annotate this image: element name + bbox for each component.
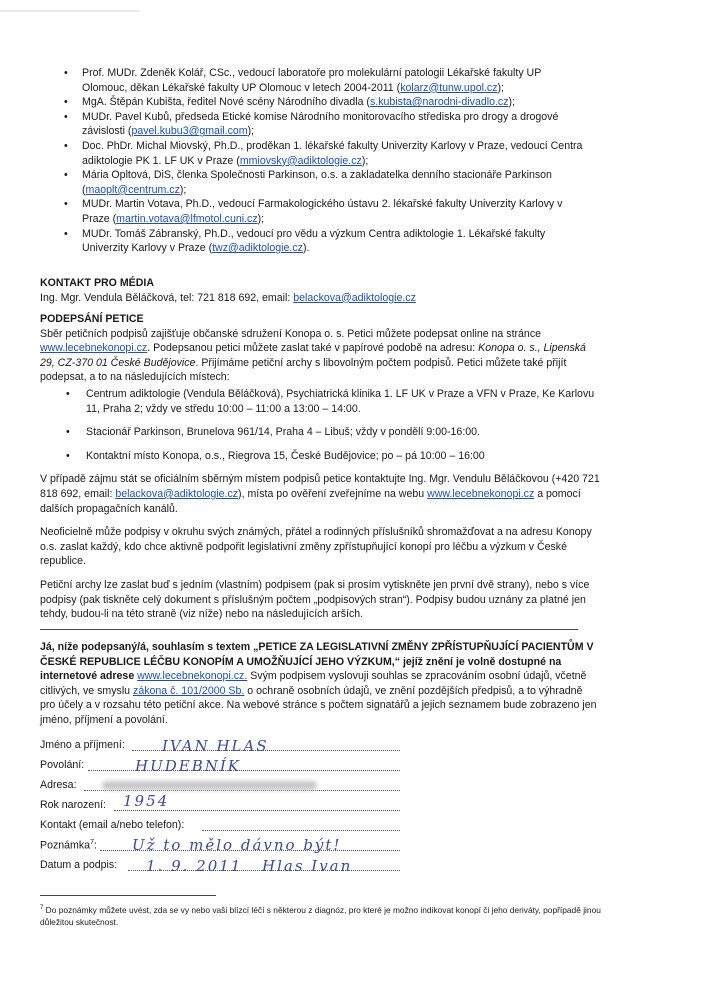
section-divider bbox=[40, 629, 578, 630]
email-link[interactable]: pavel.kubu3@gmail.com bbox=[131, 125, 248, 138]
name-label: Jméno a příjmení: bbox=[40, 739, 125, 752]
contact-label: Kontakt (email a/nebo telefon): bbox=[40, 819, 185, 832]
consent-declaration: Já, níže podepsaný/á, souhlasím s textem „PETICE ZA LEGISLATIVNÍ ZMĚNY ZPŘÍSTUPŇUJÍCÍ PACIENTŮM V ČESKÉ REPUBLICE LÉČBU KONOPÍM A UMOŽŇUJÍCÍ JEHO VÝZKUM,“ jejíž znění je volně dostupné na internetové adrese www.lecebnekonopi.cz. Svým podpisem vyslovuji souhlas se zpracováním osobní údajů, včetně citlivých, ve smyslu zákona č. 101/2000 Sb. o ochraně osobních údajů, ve znění pozdějších předpisů, a to výhradně pro účely a v rozsahu této petiční akce. Na webové stránce s počtem signatářů a jejich seznamem bude zobrazeno jen jméno, příjmení a povolání. bbox=[40, 641, 597, 726]
website-link[interactable]: www.lecebnekonopi.cz. bbox=[137, 670, 248, 683]
email-link[interactable]: twz@adiktologie.cz bbox=[212, 242, 303, 255]
job-row bbox=[40, 755, 600, 775]
media-heading: KONTAKT PRO MÉDIA bbox=[40, 277, 154, 289]
signing-places-list bbox=[40, 387, 600, 463]
footnote-number: 7 bbox=[40, 905, 44, 911]
list-item: • MgA. Štěpán Kubišta, ředitel Nové scény Národního divadla (s.kubista@narodni-divadlo.cz); bbox=[64, 95, 584, 110]
signing-paragraph-2: V případě zájmu stát se oficiálním sběrným místem podpisů petice kontaktujte Ing. Mgr. Vendulu Běláčkovou (+420 721 818 692, email: belackova@adiktologie.cz), místa po ověření zveřejníme na webu www.lecebnekonopi.cz a pomocí dalších propagačních kanálů. bbox=[40, 473, 600, 515]
note-field[interactable]: Už to mělo dávno být! bbox=[132, 836, 342, 855]
law-link[interactable]: zákona č. 101/2000 Sb. bbox=[133, 684, 245, 697]
list-item: • Prof. MUDr. Zdeněk Kolář, CSc., vedoucí laboratoře pro molekulární patologii Lékařské fakulty UP Olomouc, děkan Lékařské fakulty UP Olomouc v letech 2004-2011 (kolarz@tunw.upol.cz); bbox=[64, 66, 584, 95]
list-item: • Centrum adiktologie (Vendula Běláčková), Psychiatrická klinika 1. LF UK v Praze a VFN v Praze, Ke Karlovu 11, Praha 2; vždy ve středu 10:00 – 11:00 a 13:00 – 14:00. bbox=[40, 387, 600, 416]
website-link[interactable]: www.lecebnekonopi.cz bbox=[40, 342, 148, 355]
date-label: Datum a podpis: bbox=[40, 859, 118, 872]
job-field[interactable]: HUDEBNÍK bbox=[135, 757, 241, 776]
signing-paragraph-1: Sběr petičních podpisů zajišťuje občanské sdružení Konopa o. s. Petici můžete podepsat online na stránce www.lecebnekonopi.cz. Podepsanou petici můžete zaslat také v papírové podobě na adresu: Konopa o. s., Lipenská 29, CZ-370 01 České Budějovice. Přijímáme petiční archy s libovolným počtem podpisů. Petici můžete také přijít podepsat, a to na následujících místech: bbox=[40, 327, 586, 384]
list-item: • MUDr. Pavel Kubů, předseda Etické komise Národního monitorovacího střediska pro drogy a drogové závislosti (pavel.kubu3@gmail.com); bbox=[64, 110, 584, 139]
footnote: $^7$ Do poznámky můžete uvést, zda se vy nebo vaši blízcí léčí s některou z diagnóz, pro které je možno indikovat konopí či jeho deriváty, popřípadě jinou důležitou skutečnost. bbox=[40, 904, 601, 927]
address-label: Adresa: bbox=[40, 779, 77, 792]
list-item: • Stacionář Parkinson, Brunelova 961/14, Praha 4 – Libuš; vždy v pondělí 9:00-16:00. bbox=[40, 425, 600, 440]
job-label: Povolání: bbox=[40, 759, 85, 772]
footnote-divider bbox=[40, 895, 216, 896]
email-link[interactable]: mmiovsky@adiktologie.cz bbox=[239, 154, 362, 167]
media-contact-section bbox=[40, 276, 600, 305]
postal-address: Konopa o. s., Lipenská 29, CZ-370 01 České Budějovice bbox=[40, 342, 586, 369]
list-item: • MUDr. Martin Votava, Ph.D., vedoucí Farmakologického ústavu 2. lékařské fakulty Univerzity Karlovy v Praze (martin.votava@lfmotol.cuni.cz); bbox=[64, 197, 584, 226]
signature-form bbox=[40, 735, 600, 875]
media-contact-text: Ing. Mgr. Vendula Běláčková, tel: 721 818 692, email: belackova@adiktologie.cz bbox=[40, 291, 416, 304]
name-field[interactable]: IVAN HLAS bbox=[162, 737, 269, 756]
signing-paragraph-3: Neoficielně může podpisy v okruhu svých známých, přátel a rodinných příslušníků shromažďovat a na adresu Konopy o.s. zaslat každý, kdo chce aktivně podpořit legislativní změny zpřístupňující konopí pro léčbu a výzkum v České republice. bbox=[40, 526, 592, 568]
signing-section bbox=[40, 312, 600, 622]
email-link[interactable]: belackova@adiktologie.cz bbox=[115, 487, 239, 500]
date-row bbox=[40, 855, 600, 875]
list-item: • Doc. PhDr. Michal Miovský, Ph.D., proděkan 1. lékařské fakulty Univerzity Karlovy v Praze, vedoucí Centra adiktologie PK 1. LF UK v Praze (mmiovsky@adiktologie.cz); bbox=[64, 139, 584, 168]
footnote-marker: 7 bbox=[90, 838, 94, 846]
list-item: • Kontaktní místo Konopa, o.s., Riegrova 15, České Budějovice; po – pá 10:00 – 16:00 bbox=[40, 449, 600, 464]
signature[interactable]: Hlas Ivan bbox=[262, 857, 353, 876]
birth-year-label: Rok narození: bbox=[40, 799, 106, 812]
signing-heading: PODEPSÁNÍ PETICE bbox=[40, 313, 144, 325]
supporters-list bbox=[64, 66, 584, 256]
birth-year-row bbox=[40, 792, 600, 815]
name-row bbox=[40, 735, 600, 755]
email-link[interactable]: kolarz@tunw.upol.cz bbox=[400, 81, 498, 94]
list-item: • MUDr. Tomáš Zábranský, Ph.D., vedoucí pro vědu a výzkum Centra adiktologie 1. Lékařské fakulty Univerzity Karlovy v Praze (twz@adiktologie.cz). bbox=[64, 227, 584, 256]
signing-paragraph-4: Petiční archy lze zaslat buď s jedním (vlastním) podpisem (pak si prosím vytiskněte jen první dvě strany), nebo s více podpisy (pak tiskněte celý dokument s příslušným počtem „podpisových stran“). Podpisy budou uznány za platné jen tehdy, budou-li na této straně (viz níže) nebo na následujících arších. bbox=[40, 578, 590, 621]
note-row bbox=[40, 835, 600, 855]
email-link[interactable]: s.kubista@narodni-divadlo.cz bbox=[369, 96, 509, 109]
email-link[interactable]: maoplt@centrum.cz bbox=[85, 183, 180, 196]
address-field-redacted[interactable] bbox=[102, 781, 317, 790]
contact-row bbox=[40, 815, 600, 835]
email-link[interactable]: martin.votava@lfmotol.cuni.cz bbox=[116, 212, 258, 225]
website-link[interactable]: www.lecebnekonopi.cz bbox=[427, 487, 535, 500]
email-link[interactable]: belackova@adiktologie.cz bbox=[293, 291, 416, 304]
note-label: Poznámka$^7$: bbox=[40, 838, 97, 852]
date-field[interactable]: 1. 9. 2011 bbox=[146, 857, 243, 876]
list-item: • Mária Opltová, DiS, členka Společnosti Parkinson, o.s. a zakladatelka denního stacionáře Parkinson (maoplt@centrum.cz); bbox=[64, 168, 584, 197]
birth-year-field[interactable]: 1954 bbox=[123, 792, 170, 811]
scan-header-line bbox=[0, 10, 140, 12]
